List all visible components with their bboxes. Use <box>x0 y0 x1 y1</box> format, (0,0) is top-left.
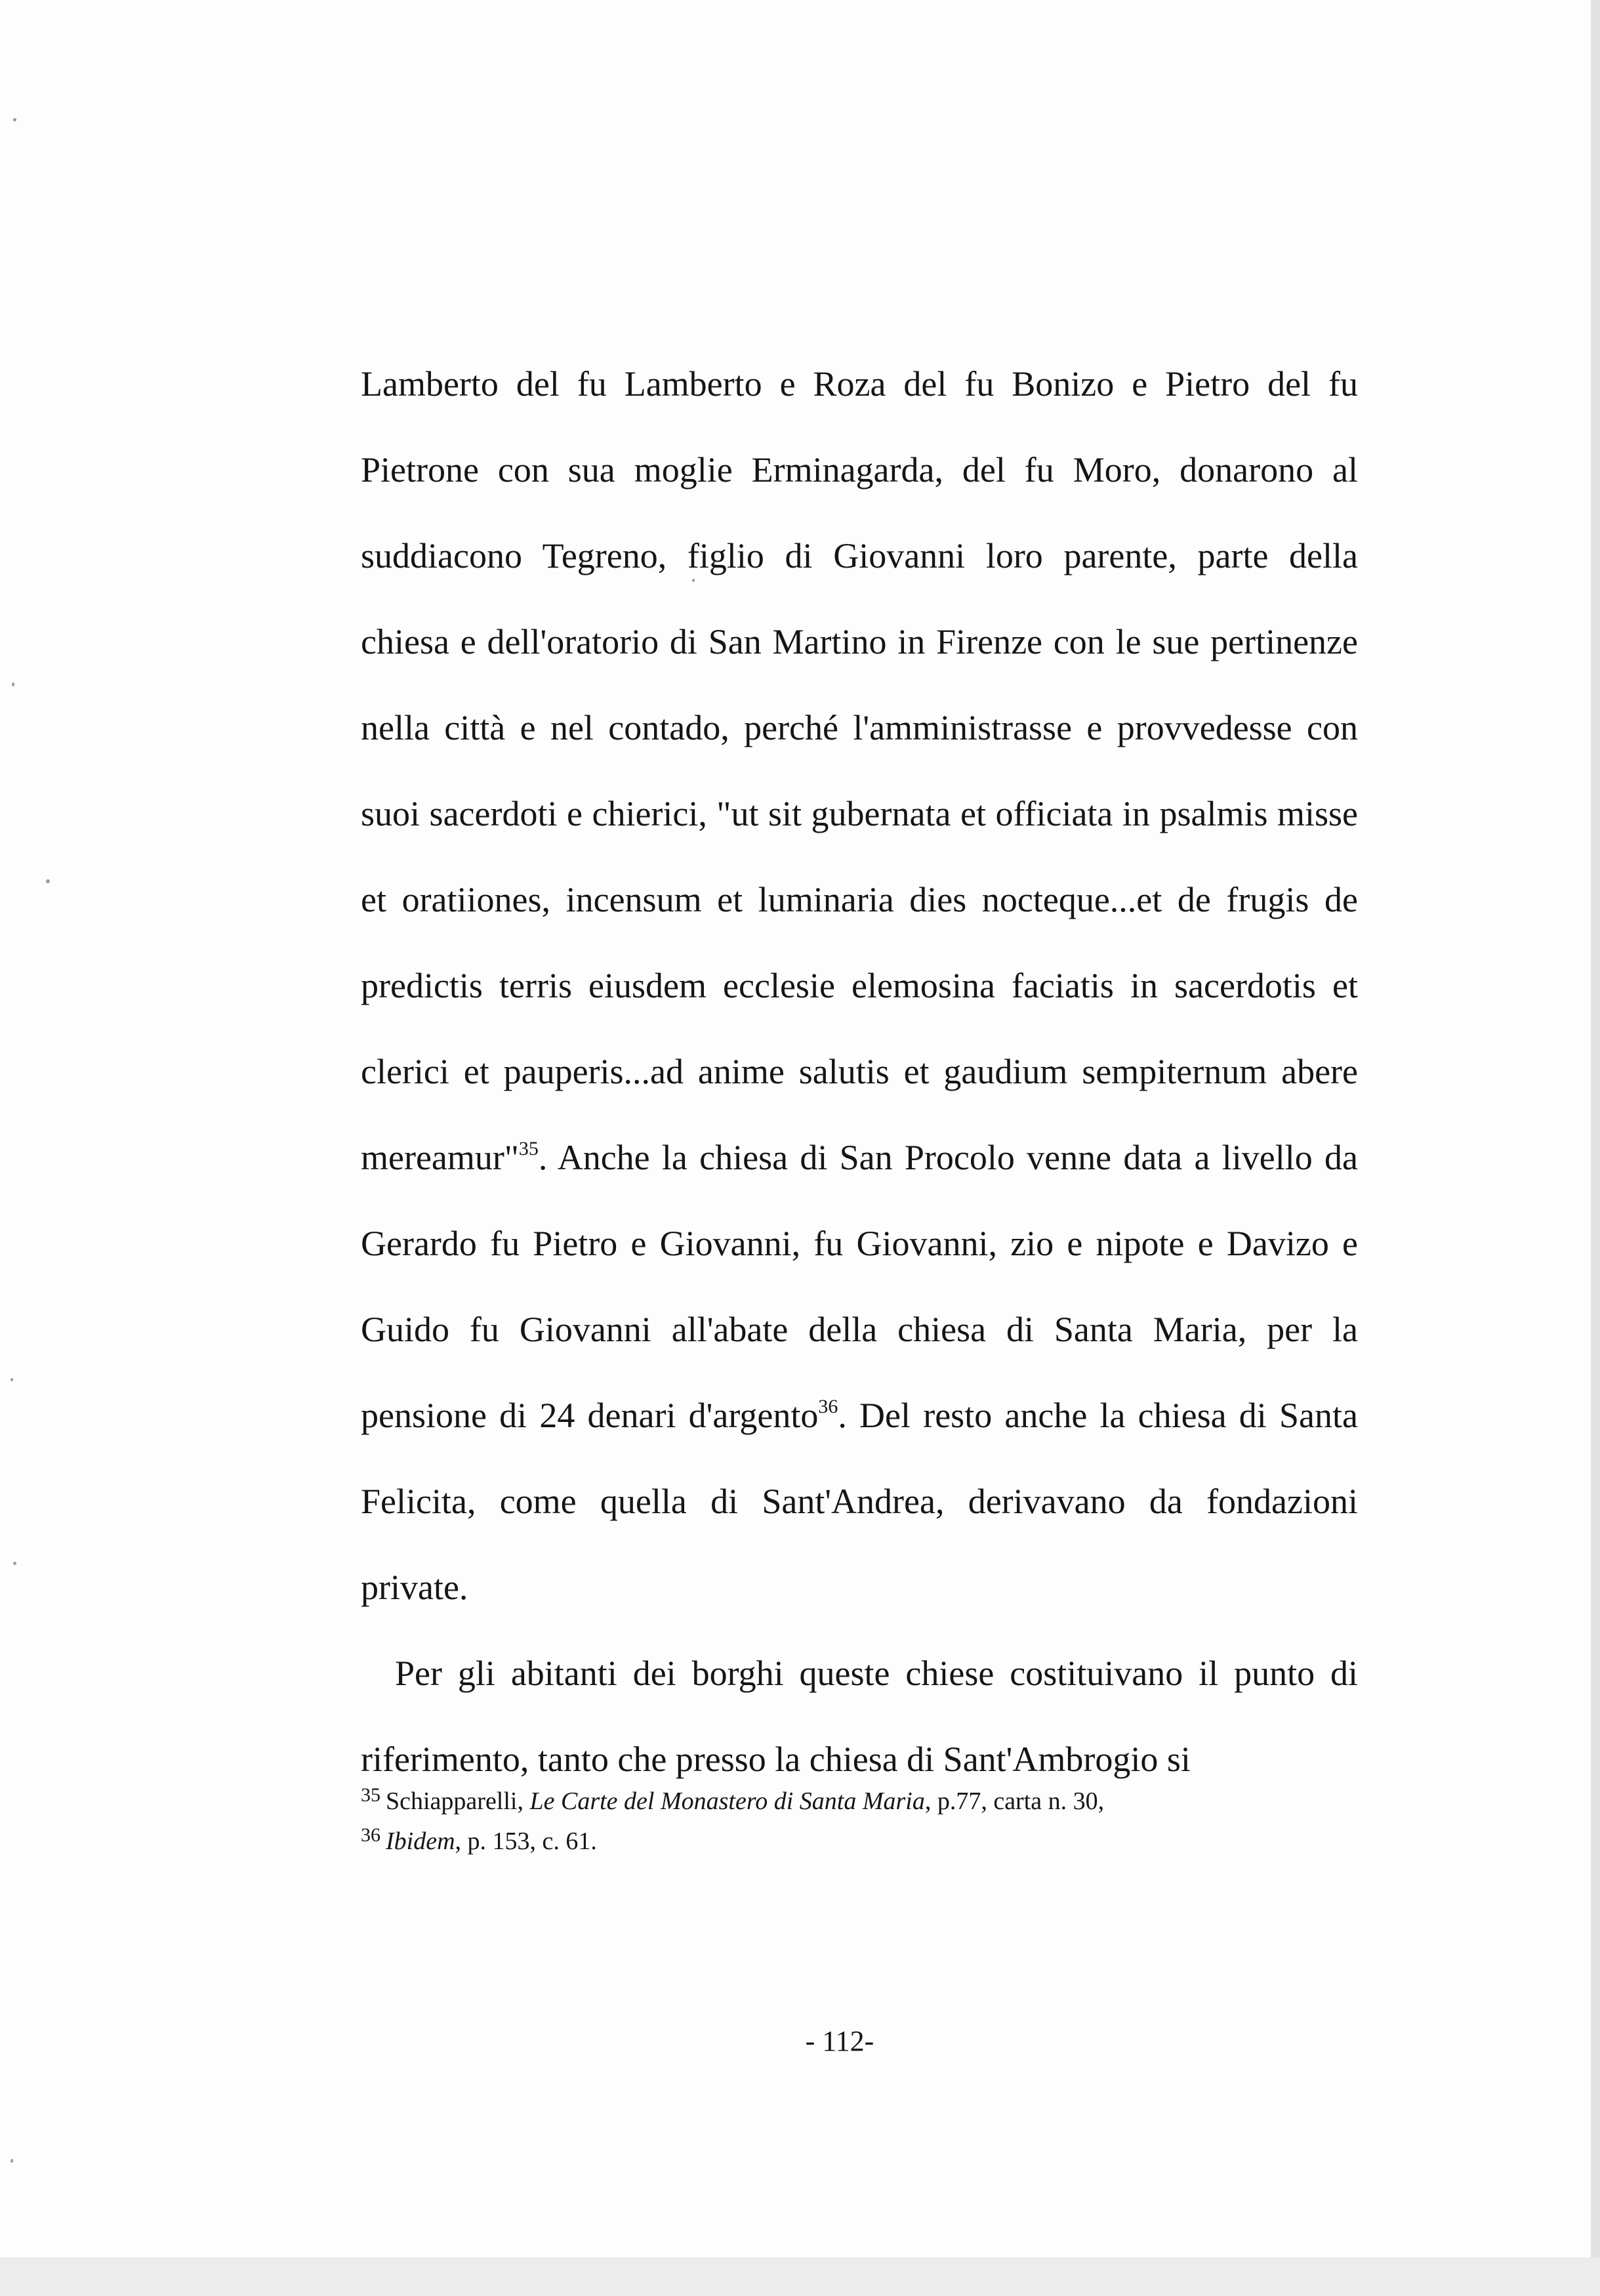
text-segment: . Anche la chiesa di San Procolo venne data a livello da Gerardo fu Pietro e Giovanni, fu Giovanni, zio e nipote e Davizo e Guido fu Giovanni all'abate della chiesa di Santa Maria, per la pensione di 24 denari d'argento <box>361 1138 1358 1435</box>
footnote-reference: 36 <box>818 1396 838 1417</box>
scan-speck <box>12 682 14 686</box>
scan-speck <box>46 879 50 883</box>
scan-speck <box>13 118 16 121</box>
page-number: - 112- <box>805 2025 874 2057</box>
text-segment: . Del resto anche la chiesa di Santa Felicita, come quella di Sant'Andrea, derivavano da fondazioni private. <box>361 1396 1358 1607</box>
footnote-citation: , p.77, carta n. 30, <box>924 1787 1105 1815</box>
paragraph <box>361 341 1358 1631</box>
scan-speck <box>10 1378 13 1381</box>
page-bottom-margin <box>0 2257 1600 2296</box>
paragraph <box>361 1631 1358 1803</box>
footnote-author: Schiapparelli, <box>386 1787 530 1815</box>
text-segment: Lamberto del fu Lamberto e Roza del fu Bonizo e Pietro del fu Pietrone con sua moglie Erminagarda, del fu Moro, donarono al suddiacono Tegreno, figlio di Giovanni loro parente, parte della chiesa e dell'oratorio di San Martino in Firenze con le sue pertinenze nella città e nel contado, perché l'amministrasse e provvedesse con suoi sacerdoti e chierici, "ut sit gubernata et officiata in psalmis misse et oratiiones, incensum et luminaria dies nocteque...et de frugis de predictis terris eiusdem ecclesie elemosina faciatis in sacerdotis et clerici et pauperis...ad anime salutis et gaudium sempiternum abere mereamur" <box>361 364 1358 1177</box>
body-text <box>361 341 1358 1803</box>
footnote-reference: 35 <box>518 1138 539 1159</box>
footnote-number: 36 <box>361 1824 380 1846</box>
footnote-number: 35 <box>361 1784 380 1806</box>
footnote-title: Le Carte del Monastero di Santa Maria <box>529 1787 925 1815</box>
footnote-36 <box>361 1818 1358 1858</box>
footnotes <box>361 1778 1358 1858</box>
footnote-title: Ibidem <box>386 1827 455 1855</box>
footnote-35 <box>361 1778 1358 1818</box>
footnote-citation: , p. 153, c. 61. <box>455 1827 597 1855</box>
scan-speck <box>13 1562 16 1565</box>
text-segment: Per gli abitanti dei borghi queste chiese costituivano il punto di riferimento, tanto che presso la chiesa di Sant'Ambrogio si <box>361 1654 1358 1779</box>
page-edge <box>1591 0 1600 2296</box>
scan-speck <box>10 2159 13 2163</box>
